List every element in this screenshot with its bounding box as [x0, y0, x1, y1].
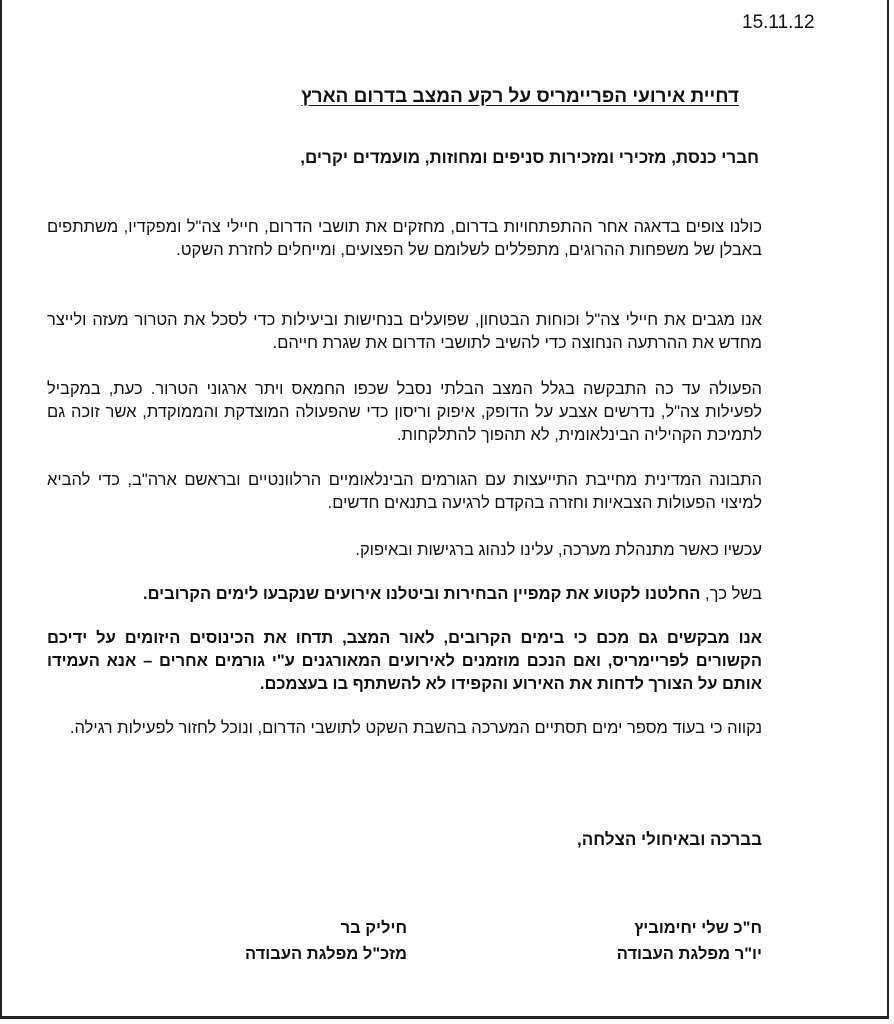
signer-name: חיליק בר [340, 919, 407, 937]
closing-line: בברכה ובאיחולי הצלחה, [576, 830, 762, 849]
paragraph-7: אנו מבקשים גם מכם כי בימים הקרובים, לאור המצב, תדחו את הכינוסים היזומים על ידיכם הקשורים לפריימריס, ואם הנכם מוזמנים לאירועים המאורגנים ע"י גורמים אחרים – אנא העמידו אותם על הצורך לדחות את האירוע והקפידו לא להשתתף בו בעצמכם. [47, 629, 762, 693]
paragraph-6-prefix: בשל כך, [700, 585, 762, 603]
greeting-line: חברי כנסת, מזכירי ומזכירות סניפים ומחוזות, מועמדים יקרים, [300, 148, 759, 167]
document-date: 15.11.12 [742, 12, 815, 33]
paragraph-2: אנו מגבים את חיילי צה"ל וכוחות הבטחון, שפועלים בנחישות וביעילות כדי לסכל את הטרור מעזה ולייצר מחדש את ההרתעה הנחוצה כדי להשיב לתושבי הדרום את שגרת חייהם. [47, 311, 762, 352]
paragraph-6 [47, 583, 762, 606]
signer-name: ח"כ שלי יחימוביץ [634, 919, 762, 937]
signer-role: מזכ"ל מפלגת העבודה [245, 945, 407, 963]
paragraph-8: נקווה כי בעוד מספר ימים תסתיים המערכה בהשבת השקט לתושבי הדרום, ונוכל לחזור לפעילות רגילה. [69, 719, 762, 737]
paragraph-3: הפעולה עד כה התבקשה בגלל המצב הבלתי נסבל שכפו החמאס ויתר ארגוני הטרור. כעת, במקביל לפעילות צה"ל, נדרשים אצבע על הדופק, איפוק וריסון כדי שהפעולה המוצדקת והממוקדת, אשר זוכה גם לתמיכת הקהיליה הבינלאומית, לא תהפוך להתלקחות. [47, 380, 762, 444]
signer-chair [617, 915, 762, 967]
signer-role: יו"ר מפלגת העבודה [616, 945, 762, 963]
document-title: דחיית אירועי הפריימריס על רקע המצב בדרום הארץ [301, 86, 739, 107]
signer-secretary [245, 915, 407, 967]
paragraph-6-bold: החלטנו לקטוע את קמפיין הבחירות וביטלנו אירועים שנקבעו לימים הקרובים. [143, 585, 701, 603]
paragraph-1: כולנו צופים בדאגה אחר ההתפתחויות בדרום, מחזקים את תושבי הדרום, חיילי צה"ל ומפקדיו, משתתפים באבלן של משפחות ההרוגים, מתפללים לשלומם של הפצועים, ומייחלים לחזרת השקט. [47, 218, 762, 259]
paragraph-4: התבונה המדינית מחייבת התייעצות עם הגורמים הבינלאומיים הרלוונטיים ובראשם ארה"ב, כדי להביא למיצוי הפעולות הצבאיות וחזרה בהקדם לרגיעה בתנאים חדשים. [47, 471, 762, 512]
paragraph-5: עכשיו כאשר מתנהלת מערכה, עלינו לנהוג ברגישות ובאיפוק. [355, 541, 762, 559]
